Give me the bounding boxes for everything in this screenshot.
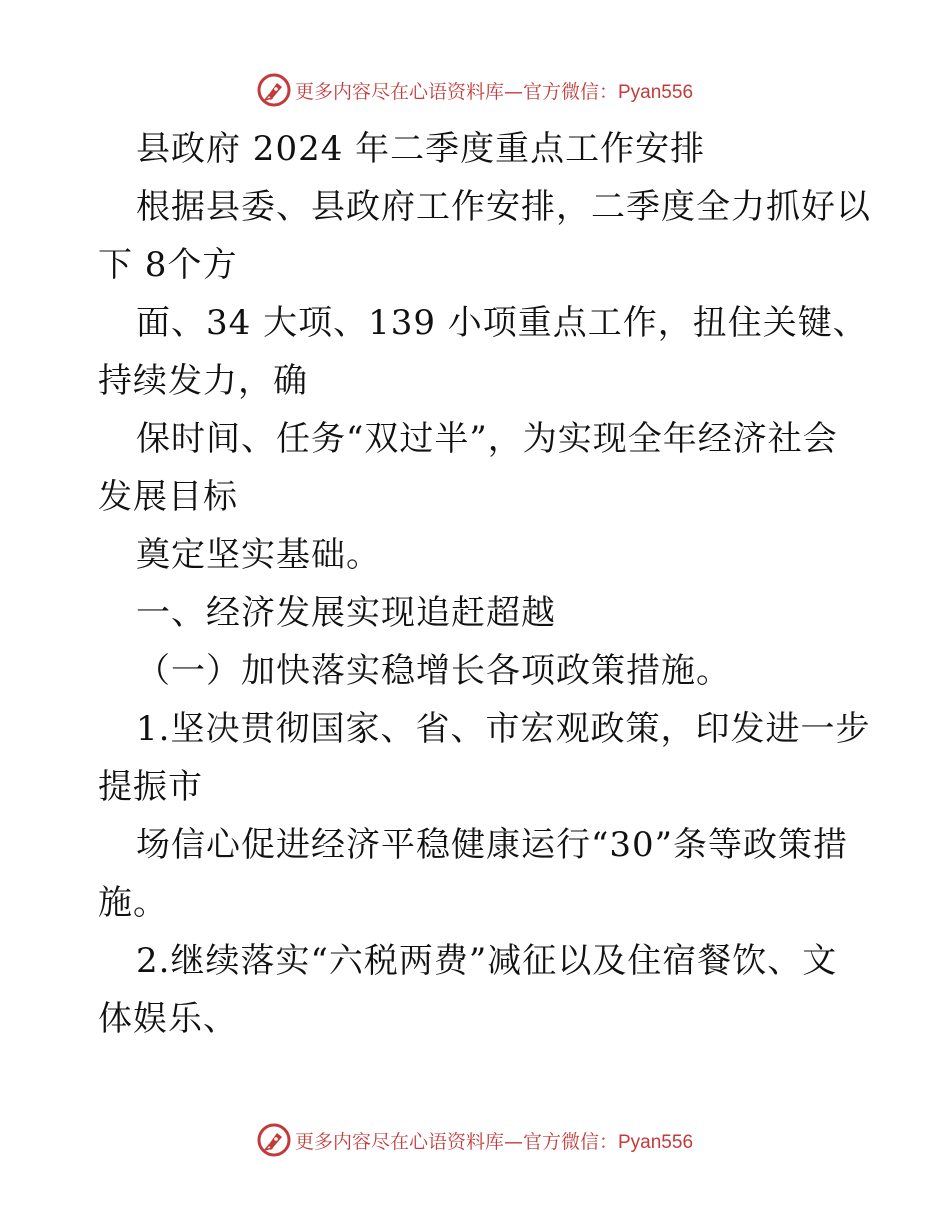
- list-item-line: 场信心促进经济平稳健康运行“30”条等政策措: [136, 825, 849, 865]
- paragraph-line: 下 8个方: [98, 245, 238, 285]
- paragraph-line: 发展目标: [98, 477, 238, 517]
- paragraph-line: 根据县委、县政府工作安排，二季度全力抓好以: [136, 187, 871, 227]
- watermark-text: [295, 1127, 693, 1154]
- watermark-wechat-id: Pyan556: [618, 81, 694, 103]
- list-item-line: 提振市: [98, 767, 203, 807]
- paragraph-line: 保时间、任务“双过半”，为实现全年经济社会: [136, 419, 838, 459]
- watermark-header: [0, 70, 950, 110]
- paragraph-line: 奠定坚实基础。: [136, 535, 381, 575]
- watermark-text: [295, 77, 693, 104]
- list-item-line: 体娱乐、: [98, 999, 238, 1039]
- section-heading: 一、经济发展实现追赶超越: [136, 593, 556, 633]
- list-item-line: 施。: [98, 883, 168, 923]
- pen-nib-logo-icon: [257, 73, 291, 107]
- paragraph-line: 面、34 大项、139 小项重点工作，扭住关键、: [136, 303, 868, 343]
- paragraph-line: 持续发力，确: [98, 361, 308, 401]
- document-title: 县政府 2024 年二季度重点工作安排: [136, 129, 706, 169]
- watermark-wechat-id: Pyan556: [618, 1131, 694, 1153]
- list-item-line: 1.坚决贯彻国家、省、市宏观政策，印发进一步: [136, 709, 871, 749]
- pen-nib-logo-icon: [257, 1123, 291, 1157]
- subsection-heading: （一）加快落实稳增长各项政策措施。: [136, 651, 731, 691]
- list-item-line: 2.继续落实“六税两费”减征以及住宿餐饮、文: [136, 941, 838, 981]
- watermark-text-main: 更多内容尽在心语资料库—官方微信：: [294, 80, 618, 103]
- watermark-footer: [0, 1120, 950, 1160]
- document-body: [98, 120, 871, 1048]
- watermark-text-main: 更多内容尽在心语资料库—官方微信：: [294, 1130, 618, 1153]
